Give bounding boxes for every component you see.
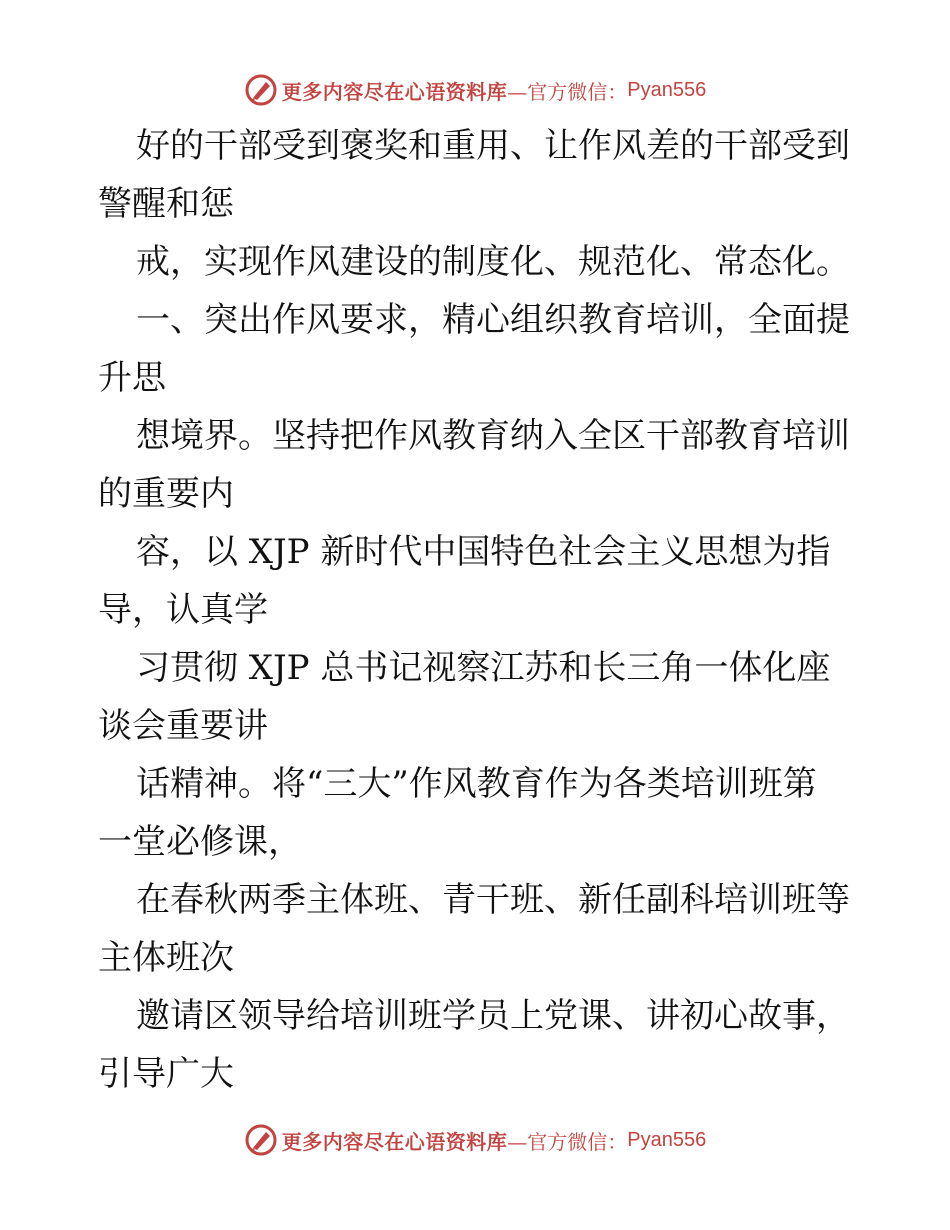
document-body [98,117,888,1103]
body-line: 警醒和惩 [98,184,234,224]
body-line: 容，以 XJP 新时代中国特色社会主义思想为指 [136,532,831,572]
footer-watermark [0,1120,950,1160]
body-line: 邀请区领导给培训班学员上党课、讲初心故事， [136,996,850,1036]
body-line: 戒，实现作风建设的制度化、规范化、常态化。 [136,242,850,282]
header-wechat-label: —官方微信： [507,79,628,104]
body-line: 话精神。将“三大”作风教育作为各类培训班第 [136,764,817,804]
body-line: 升思 [98,358,166,398]
header-site-text: 更多内容尽在心语资料库 [281,79,508,104]
body-line: 在春秋两季主体班、青干班、新任副科培训班等 [136,880,850,920]
body-line: 习贯彻 XJP 总书记视察江苏和长三角一体化座 [136,648,831,688]
body-line: 好的干部受到褒奖和重用、让作风差的干部受到 [136,126,850,166]
pen-logo-icon [244,1123,278,1157]
body-line: 谈会重要讲 [98,706,268,746]
body-line: 一、突出作风要求，精心组织教育培训，全面提 [136,300,850,340]
body-line: 引导广大 [98,1054,234,1094]
body-line: 主体班次 [98,938,234,978]
body-line: 的重要内 [98,474,234,514]
footer-wechat-account: Pyan556 [627,1128,707,1151]
footer-site-text: 更多内容尽在心语资料库 [281,1129,508,1154]
body-line: 想境界。坚持把作风教育纳入全区干部教育培训 [136,416,850,456]
header-wechat-account: Pyan556 [627,78,707,101]
footer-wechat-label: —官方微信： [507,1129,628,1154]
body-line: 导，认真学 [98,590,268,630]
pen-logo-icon [244,73,278,107]
body-line: 一堂必修课， [98,822,302,862]
header-watermark [0,70,950,110]
